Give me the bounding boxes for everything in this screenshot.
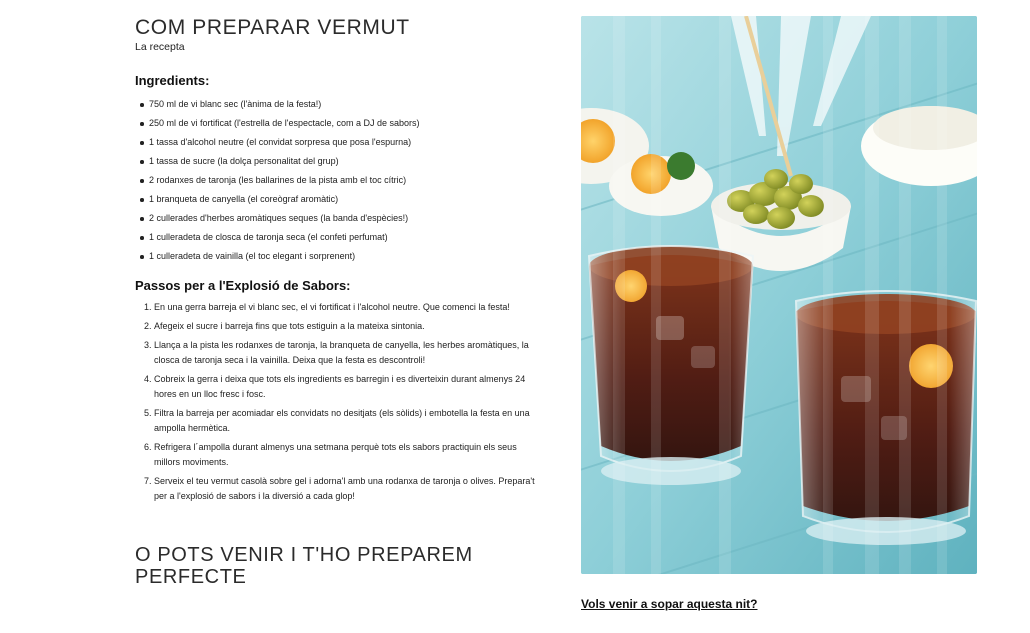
ingredient-item: 1 branqueta de canyella (el coreògraf aromàtic) [149, 190, 535, 209]
page-title: COM PREPARAR VERMUT [135, 16, 410, 39]
step-item: 4. Cobreix la gerra i deixa que tots els ingredients es barregin i es diverteixin durant almenys 24 hores en un lloc fresc i fosc. [154, 372, 535, 402]
ingredients-list [135, 95, 535, 266]
ingredient-item: 1 tassa d'alcohol neutre (el convidat sorpresa que posa l'espurna) [149, 133, 535, 152]
step-item: 6. Refrigera l´ampolla durant almenys una setmana perquè tots els sabors practiquin els seus millors moviments. [154, 440, 535, 470]
step-item: 3. Llança a la pista les rodanxes de taronja, la branqueta de canyella, les herbes aromàtiques, la closca de taronja seca i la vainilla. Deixa que la festa es descontroli! [154, 338, 535, 368]
vermouth-glasses-photo [581, 16, 977, 574]
ingredient-item: 1 tassa de sucre (la dolça personalitat del grup) [149, 152, 535, 171]
dinner-booking-link[interactable]: Vols venir a sopar aquesta nit? [581, 597, 758, 611]
recipe-section [135, 16, 535, 508]
ingredient-item: 1 culleradeta de closca de taronja seca (el confeti perfumat) [149, 228, 535, 247]
ingredients-heading: Ingredients: [135, 73, 210, 89]
step-item: 7. Serveix el teu vermut casolà sobre gel i adorna'l amb una rodanxa de taronja o olives. Prepara't per a l'explosió de sabors i la diversió a cada glop! [154, 474, 535, 504]
ingredient-item: 250 ml de vi fortificat (l'estrella de l'espectacle, com a DJ de sabors) [149, 114, 535, 133]
steps-heading: Passos per a l'Explosió de Sabors: [135, 278, 351, 294]
step-item: 2. Afegeix el sucre i barreja fins que tots estiguin a la mateixa sintonia. [154, 319, 535, 334]
steps-list [135, 300, 535, 504]
ingredient-item: 2 rodanxes de taronja (les ballarines de la pista amb el toc cítric) [149, 171, 535, 190]
ingredient-item: 2 cullerades d'herbes aromàtiques seques (la banda d'espècies!) [149, 209, 535, 228]
step-item: 5. Filtra la barreja per acomiadar els convidats no desitjats (els sòlids) i embotella la festa en una ampolla hermètica. [154, 406, 535, 436]
ingredient-item: 750 ml de vi blanc sec (l'ànima de la festa!) [149, 95, 535, 114]
ingredient-item: 1 culleradeta de vainilla (el toc elegant i sorprenent) [149, 247, 535, 266]
cta-title: O POTS VENIR I T'HO PREPAREM PERFECTE [135, 544, 473, 589]
recipe-subtitle: La recepta [135, 41, 185, 54]
step-item: 1. En una gerra barreja el vi blanc sec, el vi fortificat i l'alcohol neutre. Que comenci la festa! [154, 300, 535, 315]
